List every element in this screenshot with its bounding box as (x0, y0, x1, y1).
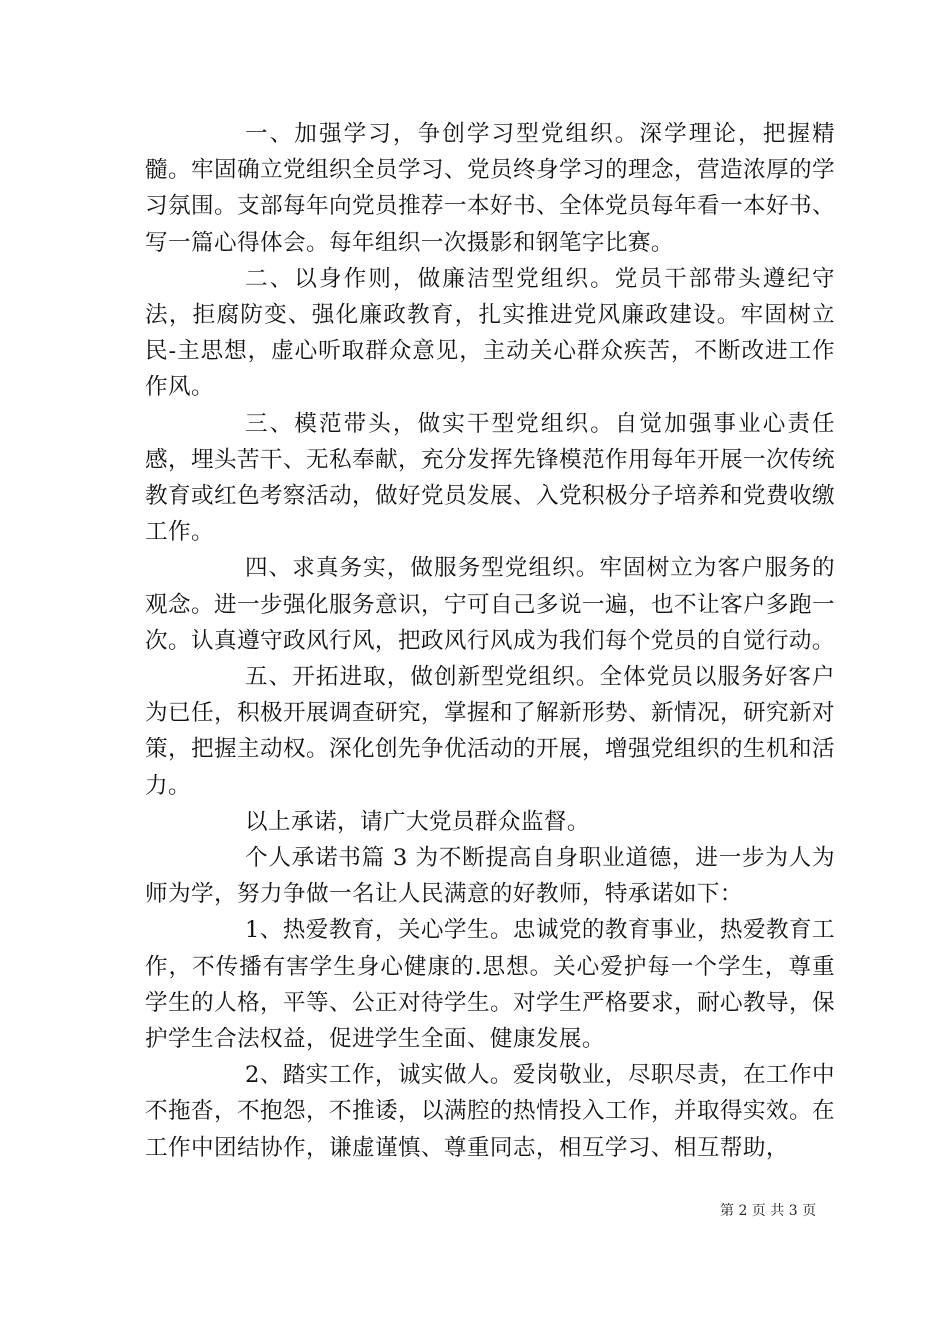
paragraph-9: 2、踏实工作，诚实做人。爱岗敬业，尽职尽责，在工作中不拖沓，不抱怨，不推诿，以满腔的热情投入工作，并取得实效。在工作中团结协作，谦虚谨慎、尊重同志，相互学习、相互帮助， (145, 1062, 835, 1161)
paragraph-1: 一、加强学习，争创学习型党组织。深学理论，把握精髓。牢固确立党组织全员学习、党员终身学习的理念，营造浓厚的学习氛围。支部每年向党员推荐一本好书、全体党员每年看一本好书、写一篇心得体会。每年组织一次摄影和钢笔字比赛。 (145, 121, 835, 256)
paragraph-8: 1、热爱教育，关心学生。忠诚党的教育事业，热爱教育工作，不传播有害学生身心健康的.思想。关心爱护每一个学生，尊重学生的人格，平等、公正对待学生。对学生严格要求，耐心教导，保护学生合法权益，促进学生全面、健康发展。 (145, 917, 835, 1053)
page-number-footer: 第 2 页 共 3 页 (720, 1203, 817, 1219)
document-body (145, 116, 835, 1166)
paragraph-3: 三、模范带头，做实干型党组织。自觉加强事业心责任感，埋头苦干、无私奉献，充分发挥先锋模范作用每年开展一次传统教育或红色考察活动，做好党员发展、入党积极分子培养和党费收缴工作。 (145, 410, 835, 546)
paragraph-2: 二、以身作则，做廉洁型党组织。党员干部带头遵纪守法，拒腐防变、强化廉政教育，扎实推进党风廉政建设。牢固树立民-主思想，虚心听取群众意见，主动关心群众疾苦，不断改进工作作风。 (145, 265, 835, 401)
paragraph-6: 以上承诺，请广大党员群众监督。 (245, 808, 590, 835)
paragraph-5: 五、开拓进取，做创新型党组织。全体党员以服务好客户为已任，积极开展调查研究，掌握和了解新形势、新情况，研究新对策，把握主动权。深化创先争优活动的开展，增强党组织的生机和活力。 (145, 664, 835, 799)
paragraph-4: 四、求真务实，做服务型党组织。牢固树立为客户服务的观念。进一步强化服务意识，宁可自己多说一遍，也不让客户多跑一次。认真遵守政风行风，把政风行风成为我们每个党员的自觉行动。 (145, 555, 835, 654)
paragraph-7: 个人承诺书篇 3 为不断提高自身职业道德，进一步为人为师为学，努力争做一名让人民满意的好教师，特承诺如下： (145, 845, 835, 908)
